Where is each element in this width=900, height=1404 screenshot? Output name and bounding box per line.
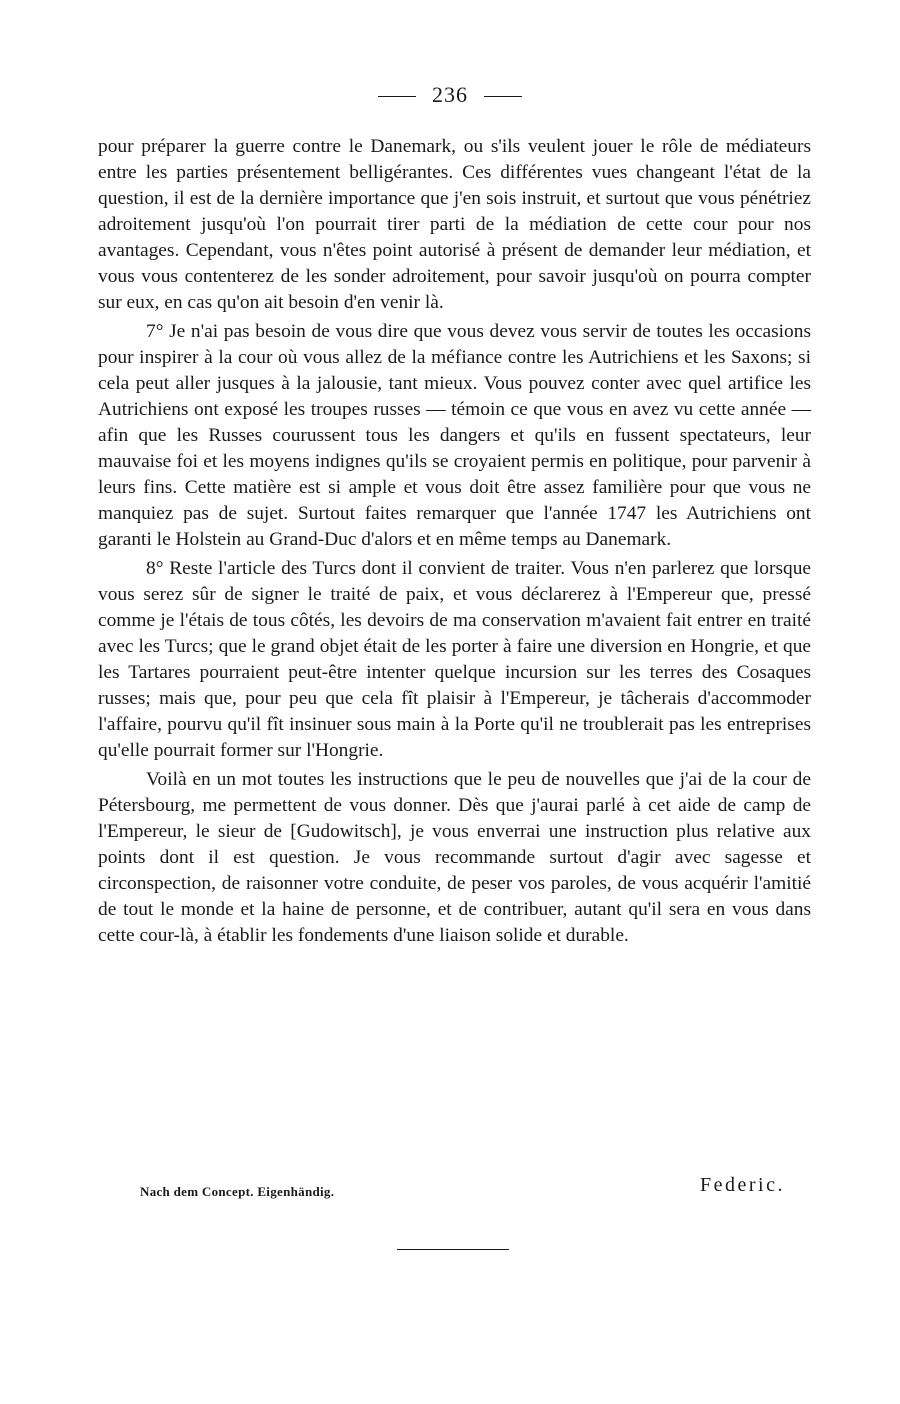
header-rule-left <box>378 96 416 97</box>
paragraph-point-7: 7° Je n'ai pas besoin de vous dire que vous devez vous servir de toutes les occasions pour inspirer à la cour où vous allez de la méfiance contre les Autrichiens et les Saxons; si cela peut aller jusques à la jalousie, tant mieux. Vous pouvez conter avec quel artifice les Autrichiens ont exposé les troupes russes — témoin ce que vous en avez vu cette année — afin que les Russes courussent tous les dangers et qu'ils en fussent spectateurs, leur mauvaise foi et les moyens indignes qu'ils se croyaient permis en politique, pour parvenir à leurs fins. Cette matière est si ample et vous doit être assez familière pour que vous ne manquiez pas de sujet. Surtout faites remarquer que l'année 1747 les Autrichiens ont garanti le Holstein au Grand-Duc d'alors et en même temps au Danemark. <box>98 321 811 550</box>
paragraph-continuation: pour préparer la guerre contre le Danemark, ou s'ils veulent jouer le rôle de médiateurs entre les parties présentement belligérantes. Ces différentes vues changeant l'état de la question, il est de la dernière importance que j'en sois instruit, et surtout que vous pénétriez adroitement jusqu'où l'on pourrait tirer parti de la médiation de cette cour pour nos avantages. Cependant, vous n'êtes point autorisé à présent de demander leur médiation, et vous vous contenterez de les sonder adroitement, pour savoir jusqu'où on pourra compter sur eux, en cas qu'on ait besoin d'en venir là. <box>98 136 811 313</box>
end-rule <box>397 1249 509 1250</box>
paragraph-point-8: 8° Reste l'article des Turcs dont il convient de traiter. Vous n'en parlerez que lorsque vous serez sûr de signer le traité de paix, et vous déclarerez à l'Empereur que, pressé comme je l'étais de tous côtés, les devoirs de ma conservation m'avaient fait entrer en traité avec les Turcs; que le grand objet était de les porter à faire une diversion en Hongrie, et que les Tartares pourraient peut-être intenter quelque incursion sur les terres des Cosaques russes; mais que, pour peu que cela fît plaisir à l'Empereur, je tâcherais d'accommoder l'affaire, pourvu qu'il fît insinuer sous main à la Porte qu'il ne troublerait pas les entreprises qu'elle pourrait former sur l'Hongrie. <box>98 558 811 761</box>
page-number: 236 <box>432 82 468 107</box>
header-rule-right <box>484 96 522 97</box>
paragraph-closing: Voilà en un mot toutes les instructions que le peu de nouvelles que j'ai de la cour de Pétersbourg, me permettent de vous donner. Dès que j'aurai parlé à cet aide de camp de l'Empereur, le sieur de [Gudowitsch], je vous enverrai une instruction plus relative aux points dont il est question. Je vous recommande surtout d'agir avec sagesse et circonspection, de raisonner votre conduite, de peser vos paroles, de vous acquérir l'amitié de tout le monde et la haine de personne, et de contribuer, autant qu'il sera en vous dans cette cour-là, à établir les fondements d'une liaison solide et durable. <box>98 769 811 946</box>
source-note: Nach dem Concept. Eigenhändig. <box>140 1184 335 1199</box>
footer-row <box>140 1174 785 1204</box>
body-text <box>98 134 811 949</box>
page-header <box>0 82 900 108</box>
signature: Federic. <box>700 1174 785 1196</box>
